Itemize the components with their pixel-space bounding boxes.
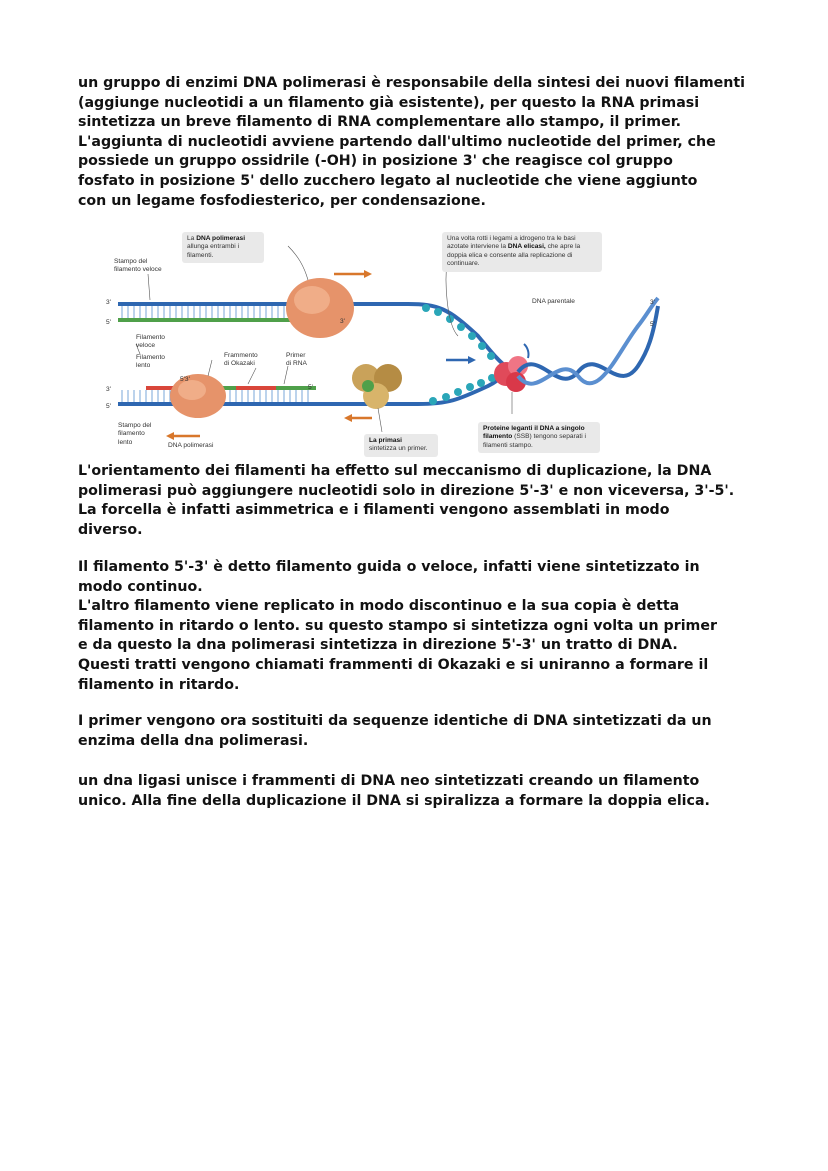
end-label-3-helix: 3' xyxy=(650,299,655,306)
label-stampo-lento: Stampo del filamento lento xyxy=(118,422,152,446)
end-label-3-top: 3' xyxy=(106,299,111,306)
parental-dna-helix xyxy=(518,298,658,384)
label-primer-rna: Primer di RNA xyxy=(286,352,307,368)
callout-ssb-text: (SSB) tengono separati i filamenti stampo. xyxy=(483,433,586,449)
end-label-53: 5'3' xyxy=(180,376,190,383)
callout-elicasi-text-1: Una volta rotti i legami a idrogeno tra le basi azotate interviene la xyxy=(447,235,576,251)
callout-polimerasi-text-1: La xyxy=(187,235,195,242)
label-filamento-veloce: Filamento veloce xyxy=(136,334,165,350)
callout-primasi xyxy=(364,434,438,457)
end-label-3-new: 3' xyxy=(340,318,345,325)
end-label-5-helix: 5' xyxy=(650,321,655,328)
callout-primasi-text: sintetizza un primer. xyxy=(369,445,428,453)
callout-elicasi-text-2: che apre la doppia elica e consente alla replicazione di continuare. xyxy=(447,243,581,268)
label-stampo-veloce: Stampo del filamento veloce xyxy=(114,258,162,274)
callout-ssb-bold: Proteine leganti il DNA a singolo filamento xyxy=(483,425,585,441)
callout-elicasi-bold: DNA elicasi, xyxy=(507,243,546,251)
label-dna-parentale: DNA parentale xyxy=(532,298,575,305)
end-label-5-okazaki: 5' xyxy=(308,384,313,391)
label-dna-polimerasi: DNA polimerasi xyxy=(168,442,214,449)
label-filamento-lento: Filamento lento xyxy=(136,354,165,370)
callout-dna-elicasi xyxy=(442,232,602,272)
end-label-5-bottom: 5' xyxy=(106,403,111,410)
paragraph-leading-lagging: Il filamento 5'-3' è detto filamento guida o veloce, infatti viene sintetizzato in modo continuo. L'altro filamento viene replicato in modo discontinuo e la sua copia è detta filamento in ritardo o lento. su questo stampo si sintetizza ogni volta un primer e da questo la dna polimerasi sintetizza in direzione 5'-3' un tratto di DNA. Questi tratti vengono chiamati frammenti di Okazaki e si uniranno a formare il filamento in ritardo. xyxy=(78,559,717,693)
callout-polimerasi-text-2: allunga entrambi i filamenti. xyxy=(187,243,240,259)
paragraph-strand-orientation: L'orientamento dei filamenti ha effetto sul meccanismo di duplicazione, la DNA polimerasi può aggiungere nucleotidi solo in direzione 5'-3' e non viceversa, 3'-5'. La forcella è infatti asimmetrica e i filamenti vengono assemblati in modo diverso. xyxy=(78,463,735,538)
paragraph-primer-synthesis: un gruppo di enzimi DNA polimerasi è responsabile della sintesi dei nuovi filamenti (aggiunge nucleotidi a un filamento già esistente), per questo la RNA primasi sintetizza un breve filamento di RNA complementare allo stampo, il primer. L'aggiunta di nucleotidi avviene partendo dall'ultimo nucleotide del primer, che possiede un gruppo ossidrile (-OH) in posizione 3' che reagisce col gruppo fosfato in posizione 5' dello zucchero legato al nucleotide che viene aggiunto con un legame fosfodiesterico, per condensazione. xyxy=(78,75,746,209)
callout-dna-polimerasi xyxy=(182,232,264,263)
polymerase-lagging xyxy=(170,374,226,418)
callout-polimerasi-bold: DNA polimerasi xyxy=(196,235,246,242)
paragraph-primer-replacement: I primer vengono ora sostituiti da sequenze identiche di DNA sintetizzati da un enzima della dna polimerasi. xyxy=(78,713,712,749)
end-label-5-top: 5' xyxy=(106,319,111,326)
paragraph-dna-ligase: un dna ligasi unisce i frammenti di DNA neo sintetizzati creando un filamento unico. Alla fine della duplicazione il DNA si spiralizza a formare la doppia elica. xyxy=(78,773,710,809)
callout-primasi-bold: La primasi xyxy=(369,437,402,444)
end-label-3-bottom: 3' xyxy=(106,386,111,393)
polymerase-leading xyxy=(286,278,354,338)
label-frammento-okazaki: Frammento di Okazaki xyxy=(224,352,258,368)
replication-fork-figure xyxy=(88,226,668,462)
callout-ssb xyxy=(478,422,600,453)
